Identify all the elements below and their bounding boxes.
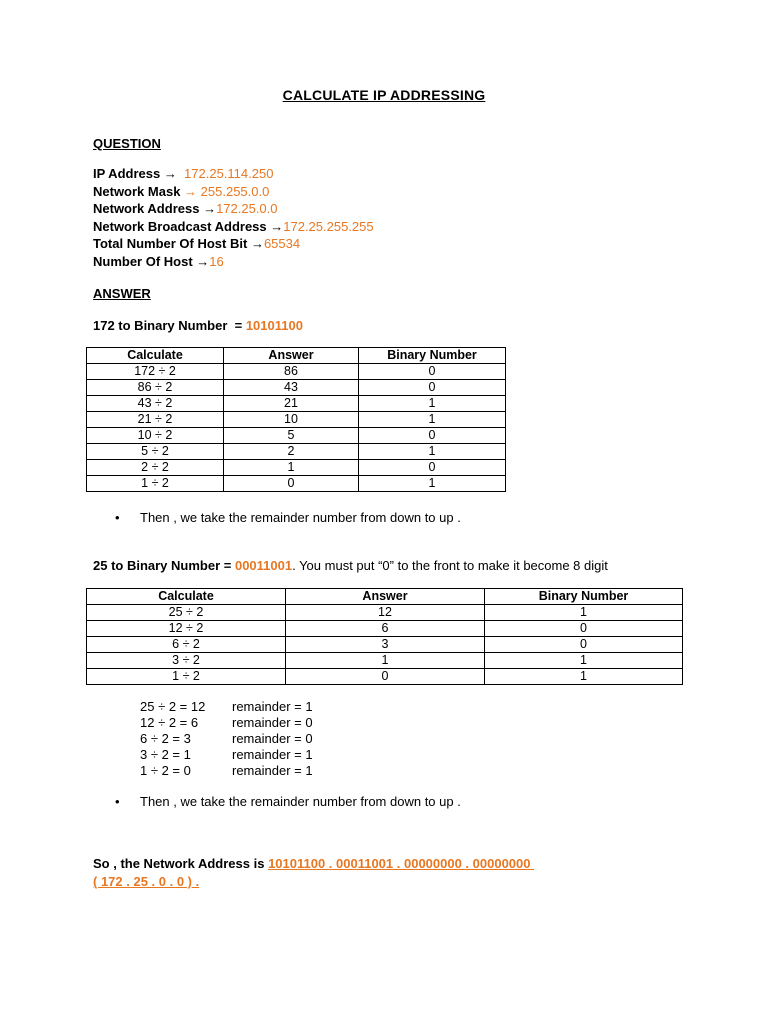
table-cell: 1: [286, 653, 485, 669]
bullet-note: • Then , we take the remainder number from down to up .: [115, 794, 461, 809]
table-cell: 0: [359, 428, 506, 444]
table-cell: 1: [359, 444, 506, 460]
table-cell: 6 ÷ 2: [87, 637, 286, 653]
table-cell: 10 ÷ 2: [87, 428, 224, 444]
table-cell: 1: [485, 653, 683, 669]
table-header: Calculate: [87, 348, 224, 364]
binary-172-line: 172 to Binary Number = 10101100: [93, 318, 303, 333]
question-heading: QUESTION: [93, 136, 161, 151]
arrow-icon: →: [203, 201, 217, 216]
table-cell: 3: [286, 637, 485, 653]
table-cell: 1: [359, 476, 506, 492]
table-header: Answer: [224, 348, 359, 364]
list-item: 3 ÷ 2 = 1 remainder = 1: [140, 747, 313, 762]
table-cell: 43 ÷ 2: [87, 396, 224, 412]
table-header: Answer: [286, 589, 485, 605]
arrow-icon: →: [196, 253, 210, 269]
table-row: [87, 364, 506, 380]
table-cell: 10: [224, 412, 359, 428]
table-cell: 12: [286, 605, 485, 621]
table-cell: 3 ÷ 2: [87, 653, 286, 669]
question-list: [93, 165, 374, 270]
answer-heading: ANSWER: [93, 286, 151, 301]
question-line: IP Address → 172.25.114.250: [93, 166, 274, 181]
list-item: 6 ÷ 2 = 3 remainder = 0: [140, 731, 313, 746]
question-line: Network Mask → 255.255.0.0: [93, 183, 270, 199]
table-header: Binary Number: [485, 589, 683, 605]
table-row: [87, 428, 506, 444]
table-row: [87, 621, 683, 637]
remainder-list: [140, 699, 313, 779]
question-line: Network Address →172.25.0.0: [93, 201, 278, 216]
table-cell: 6: [286, 621, 485, 637]
table-row: [87, 653, 683, 669]
table-row: [87, 460, 506, 476]
table-cell: 0: [485, 621, 683, 637]
list-item: 1 ÷ 2 = 0 remainder = 1: [140, 763, 313, 778]
table-cell: 1: [485, 605, 683, 621]
table-cell: 5 ÷ 2: [87, 444, 224, 460]
table-cell: 1: [359, 412, 506, 428]
table-cell: 2: [224, 444, 359, 460]
binary-25-line: 25 to Binary Number = 00011001. You must put “0” to the front to make it become 8 digit: [93, 558, 608, 573]
binary-table-172: [86, 347, 506, 492]
table-cell: 1: [359, 396, 506, 412]
binary-table-25: [86, 588, 683, 685]
page-title: CALCULATE IP ADDRESSING: [282, 87, 486, 103]
table-row: [87, 605, 683, 621]
table-cell: 0: [359, 364, 506, 380]
table-cell: 12 ÷ 2: [87, 621, 286, 637]
arrow-icon: →: [250, 236, 264, 251]
question-line: Total Number Of Host Bit →65534: [93, 236, 301, 251]
table-cell: 5: [224, 428, 359, 444]
table-row: [87, 637, 683, 653]
arrow-icon: →: [270, 218, 284, 234]
bullet-icon: •: [115, 794, 120, 809]
question-line: Number Of Host →16: [93, 253, 224, 269]
table-cell: 1 ÷ 2: [87, 669, 286, 685]
table-row: [87, 396, 506, 412]
table-cell: 1 ÷ 2: [87, 476, 224, 492]
list-item: 25 ÷ 2 = 12 remainder = 1: [140, 699, 313, 714]
table-cell: 172 ÷ 2: [87, 364, 224, 380]
bullet-note: • Then , we take the remainder number from down to up .: [115, 510, 461, 525]
table-cell: 2 ÷ 2: [87, 460, 224, 476]
table-cell: 0: [359, 460, 506, 476]
table-cell: 21: [224, 396, 359, 412]
table-row: [87, 412, 506, 428]
list-item: 12 ÷ 2 = 6 remainder = 0: [140, 715, 313, 730]
table-header: Calculate: [87, 589, 286, 605]
table-cell: 0: [359, 380, 506, 396]
table-header: Binary Number: [359, 348, 506, 364]
table-cell: 0: [485, 637, 683, 653]
question-line: Network Broadcast Address →172.25.255.255: [93, 218, 374, 234]
table-cell: 1: [485, 669, 683, 685]
final-answer: So , the Network Address is 10101100 . 00011001 . 00000000 . 00000000 ( 172 . 25 . 0 . 0 ) .: [93, 856, 535, 889]
table-row: [87, 669, 683, 685]
table-row: [87, 380, 506, 396]
table-row: [87, 444, 506, 460]
table-cell: 86: [224, 364, 359, 380]
arrow-icon: →: [184, 183, 198, 199]
table-cell: 0: [286, 669, 485, 685]
table-cell: 1: [224, 460, 359, 476]
table-row: [87, 476, 506, 492]
table-cell: 86 ÷ 2: [87, 380, 224, 396]
arrow-icon: →: [163, 166, 177, 181]
table-cell: 0: [224, 476, 359, 492]
bullet-icon: •: [115, 510, 120, 525]
table-cell: 21 ÷ 2: [87, 412, 224, 428]
table-cell: 43: [224, 380, 359, 396]
table-cell: 25 ÷ 2: [87, 605, 286, 621]
